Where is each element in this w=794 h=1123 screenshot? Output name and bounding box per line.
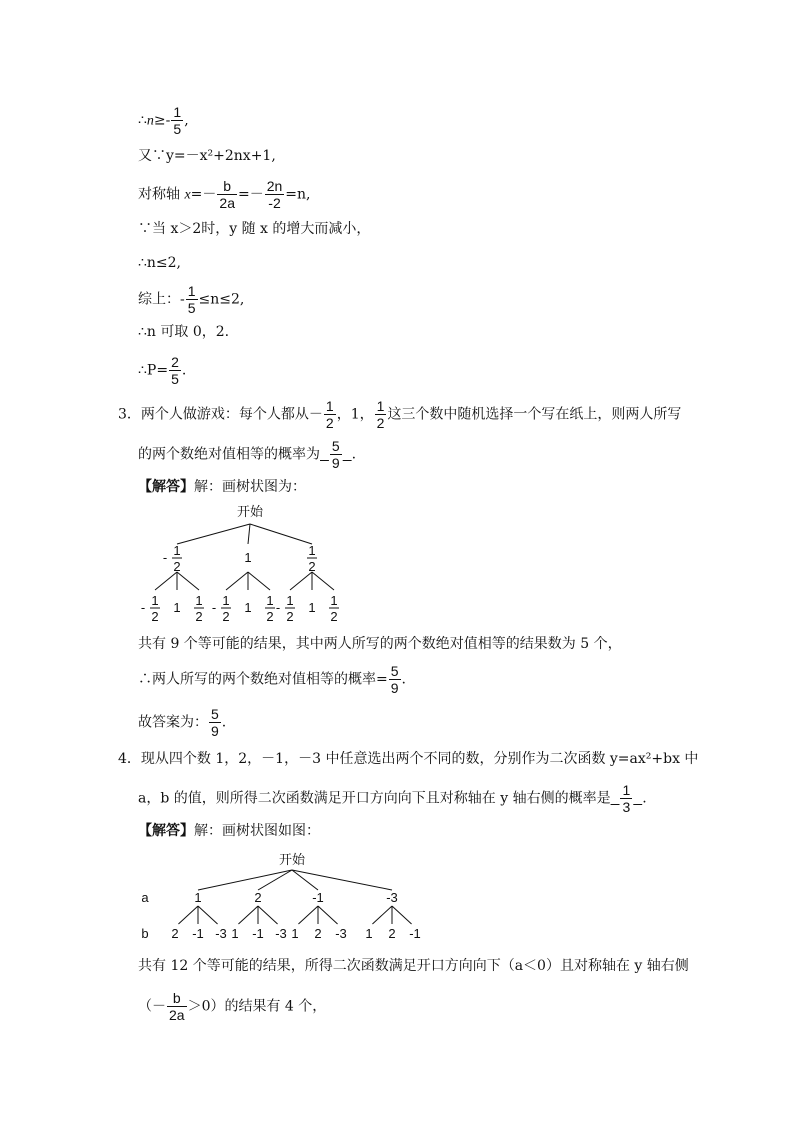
tree-labels xyxy=(141,504,339,624)
svg-text:2: 2 xyxy=(151,609,159,624)
tree-node-level2: 1 xyxy=(231,926,239,941)
tree-node-level1: 1 xyxy=(194,890,202,905)
tree-labels xyxy=(141,852,420,941)
answer-header-4: 【解答】解：画树状图如图： xyxy=(138,823,320,839)
tree-branch xyxy=(198,870,292,890)
tree-node-level2 xyxy=(212,593,231,624)
sol-line-7: ∴n 可取 0，2. xyxy=(138,324,230,340)
tree-branch xyxy=(258,870,292,890)
fraction: $\frac{2n}{-2}$ xyxy=(266,178,283,211)
tree-node-level2: 1 xyxy=(308,600,316,615)
q3-conclusion-1: 共有 9 个等可能的结果，其中两人所写的两个数绝对值相等的结果数为 5 个， xyxy=(138,636,622,652)
tree-node-level2 xyxy=(265,593,275,624)
sol-line-4: ∵当 x＞2时，y 随 x 的增大而减小， xyxy=(138,221,371,237)
svg-text:2: 2 xyxy=(286,609,294,624)
fraction: $\frac{2}{5}$ xyxy=(171,354,179,387)
tree-branch xyxy=(178,906,198,924)
answer-header-3: 【解答】解：画树状图为： xyxy=(138,479,306,495)
svg-text:-: - xyxy=(211,600,217,615)
fraction: $\frac{b}{2a}$ xyxy=(169,990,185,1023)
tree-node-level2: -3 xyxy=(275,926,287,941)
answer-tag: 【解答】 xyxy=(138,823,194,839)
tree-branch xyxy=(155,572,177,590)
tree-node-level1: 1 xyxy=(244,550,252,565)
answer-tag: 【解答】 xyxy=(138,479,194,495)
tree-branch xyxy=(392,906,412,924)
svg-text:2: 2 xyxy=(330,609,338,624)
sol-line-2: 又∵y=－x²+2nx+1, xyxy=(138,148,276,164)
tree-node-level2: 1 xyxy=(173,600,181,615)
tree-diagram-q4 xyxy=(130,848,450,948)
tree-branches xyxy=(178,870,411,924)
tree-branch xyxy=(298,906,318,924)
tree-branch xyxy=(312,572,334,590)
tree-branch xyxy=(250,524,312,544)
tree-branch xyxy=(177,572,199,590)
tree-node-level2 xyxy=(194,593,204,624)
tree-branch xyxy=(248,572,270,590)
fraction: $\frac{1}{2}$ xyxy=(376,398,385,431)
tree-node-level2: 1 xyxy=(365,926,373,941)
sol-line-3: 对称轴 x=－ $\frac{b}{2a}$ =－ $\frac{2n}{-2}$ =n, xyxy=(138,178,311,211)
tree-branch xyxy=(258,906,278,924)
tree-node-level2: -1 xyxy=(252,926,264,941)
svg-text:1: 1 xyxy=(151,593,159,608)
q4-conclusion-1: 共有 12 个等可能的结果，所得二次函数满足开口方向向下（a＜0）且对称轴在 y 轴右侧 xyxy=(138,958,689,974)
sol-line-6: 综上：- $\frac{1}{5}$ ≤n≤2, xyxy=(138,283,245,316)
tree-node-level1: -3 xyxy=(386,890,398,905)
fraction: $\frac{5}{9}$ xyxy=(390,663,399,696)
tree-node-level1 xyxy=(163,543,182,574)
tree-diagram-q3 xyxy=(130,500,370,625)
tree-node-level1: -1 xyxy=(312,890,324,905)
svg-text:1: 1 xyxy=(308,543,316,558)
tree-row-label-a: a xyxy=(141,890,149,905)
sol-line-8: ∴P= $\frac{2}{5}$ . xyxy=(138,354,187,387)
svg-text:-: - xyxy=(275,600,281,615)
svg-text:1: 1 xyxy=(222,593,230,608)
tree-node-level2: 1 xyxy=(291,926,299,941)
tree-node-level2 xyxy=(329,593,339,624)
tree-branch xyxy=(198,906,218,924)
tree-branch xyxy=(226,572,248,590)
tree-branch xyxy=(248,524,250,544)
tree-root: 开始 xyxy=(278,852,306,867)
q4-conclusion-2: （－ $\frac{b}{2a}$ ＞0）的结果有 4 个， xyxy=(138,990,327,1023)
tree-node-level2: -3 xyxy=(335,926,347,941)
sol-line-1: ∴n≥- $\frac{1}{5}$ , xyxy=(138,104,189,137)
tree-row-label-b: b xyxy=(141,926,149,941)
svg-text:2: 2 xyxy=(173,559,181,574)
svg-text:1: 1 xyxy=(330,593,338,608)
question-4-line-1: 4．现从四个数 1，2，－1，－3 中任意选出两个不同的数，分别作为二次函数 y=ax²+bx 中 xyxy=(118,751,699,767)
svg-text:2: 2 xyxy=(266,609,274,624)
tree-node-level2: 2 xyxy=(388,926,396,941)
question-3-line-2: 的两个数绝对值相等的概率为 $\frac{5}{9}$ . xyxy=(138,438,357,471)
tree-node-level2 xyxy=(141,593,160,624)
tree-node-level2: 1 xyxy=(244,600,252,615)
sol-line-5: ∴n≤2, xyxy=(138,255,182,271)
question-4-line-2: a，b 的值，则所得二次函数满足开口方向向下且对称轴在 y 轴右侧的概率是 $\frac{1}{3}$ . xyxy=(138,782,647,815)
q3-conclusion-2: ∴两人所写的两个数绝对值相等的概率= $\frac{5}{9}$ . xyxy=(138,663,406,696)
fraction: $\frac{b}{2a}$ xyxy=(219,178,235,211)
tree-node-level2: -3 xyxy=(215,926,227,941)
svg-text:1: 1 xyxy=(286,593,294,608)
svg-text:-: - xyxy=(162,550,168,565)
svg-text:1: 1 xyxy=(266,593,274,608)
fraction: $\frac{1}{5}$ xyxy=(187,283,196,316)
svg-text:2: 2 xyxy=(195,609,203,624)
tree-branch xyxy=(177,524,250,544)
svg-text:2: 2 xyxy=(308,559,316,574)
tree-node-level2: -1 xyxy=(192,926,204,941)
tree-branch xyxy=(292,870,392,890)
question-3-line-1: 3．两个人做游戏：每个人都从－ $\frac{1}{2}$ ，1， $\frac{1}{2}$ 这三个数中随机选择一个写在纸上，则两人所写 xyxy=(118,398,682,431)
svg-text:2: 2 xyxy=(222,609,230,624)
svg-text:1: 1 xyxy=(195,593,203,608)
tree-branch xyxy=(318,906,338,924)
tree-node-level2: 2 xyxy=(171,926,179,941)
tree-root: 开始 xyxy=(236,504,264,519)
tree-branch xyxy=(290,572,312,590)
tree-branch xyxy=(238,906,258,924)
fraction: $\frac{5}{9}$ xyxy=(211,706,219,739)
tree-branch xyxy=(372,906,392,924)
tree-node-level1 xyxy=(307,543,317,574)
tree-node-level2: 2 xyxy=(314,926,322,941)
tree-node-level2: -1 xyxy=(409,926,421,941)
fraction: $\frac{1}{2}$ xyxy=(325,398,334,431)
answer-blank: $\frac{5}{9}$ xyxy=(331,438,340,471)
q3-conclusion-3: 故答案为： $\frac{5}{9}$ . xyxy=(138,706,227,739)
svg-text:1: 1 xyxy=(173,543,181,558)
fraction: $\frac{1}{5}$ xyxy=(173,104,182,137)
tree-node-level2 xyxy=(276,593,295,624)
tree-node-level1: 2 xyxy=(254,890,262,905)
svg-text:-: - xyxy=(140,600,146,615)
answer-blank: $\frac{1}{3}$ xyxy=(622,782,631,815)
